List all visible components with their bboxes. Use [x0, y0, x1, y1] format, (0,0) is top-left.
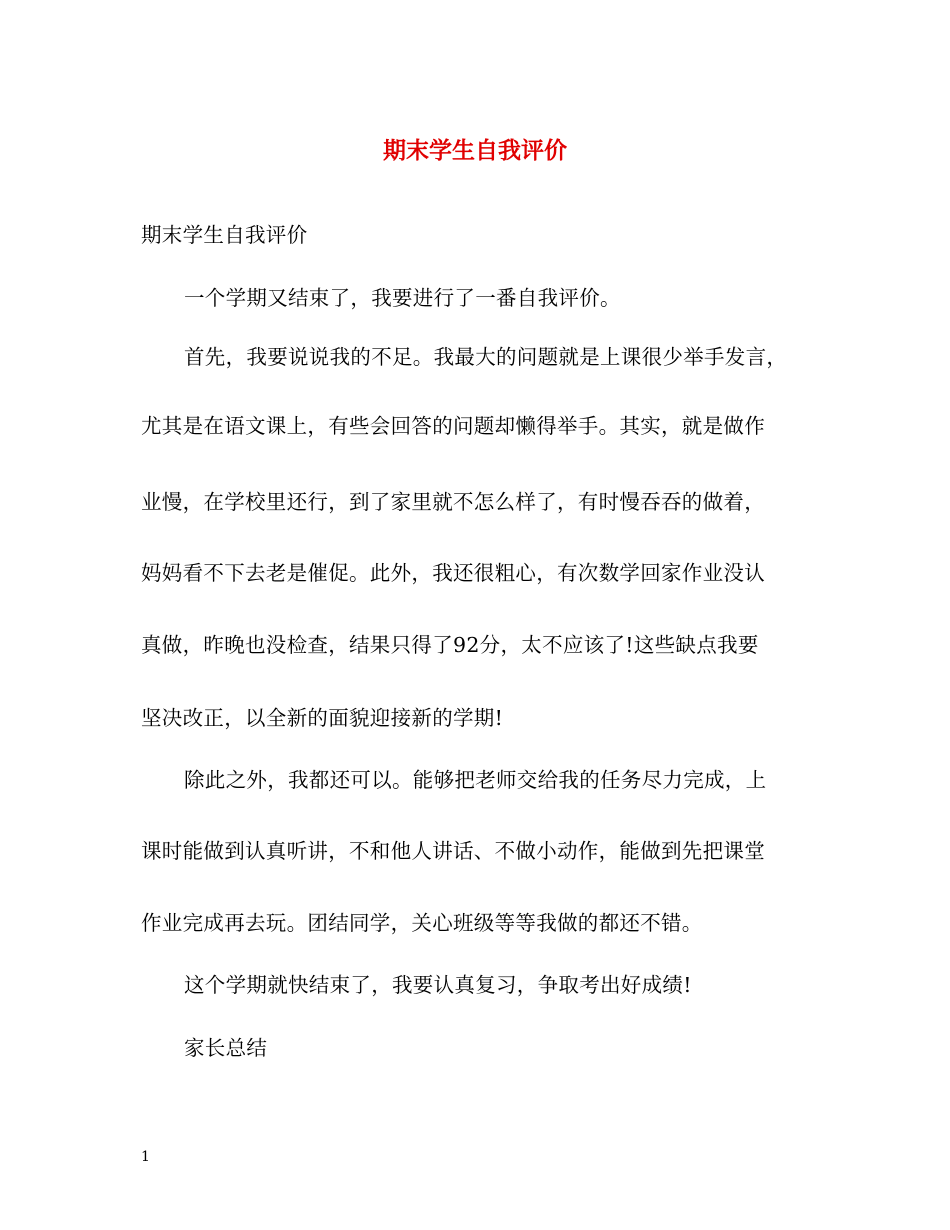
text-line: 尤其是在语文课上，有些会回答的问题却懒得举手。其实，就是做作 — [141, 414, 765, 438]
text-line: 坚决改正，以全新的面貌迎接新的学期! — [141, 706, 504, 730]
text-line: 作业完成再去玩。团结同学，关心班级等等我做的都还不错。 — [141, 911, 703, 935]
text-line: 课时能做到认真听讲，不和他人讲话、不做小动作，能做到先把课堂 — [141, 839, 765, 863]
text-line: 妈妈看不下去老是催促。此外，我还很粗心，有次数学回家作业没认 — [141, 561, 765, 585]
document-title: 期末学生自我评价 — [383, 137, 567, 164]
text-line: 除此之外，我都还可以。能够把老师交给我的任务尽力完成，上 — [184, 768, 767, 792]
text-line: 这个学期就快结束了，我要认真复习，争取考出好成绩! — [184, 973, 692, 997]
text-line: 首先，我要说说我的不足。我最大的问题就是上课很少举手发言， — [184, 345, 788, 369]
text-line-heading: 期末学生自我评价 — [141, 223, 308, 247]
text-line: 家长总结 — [184, 1036, 268, 1060]
text-line: 真做，昨晚也没检查，结果只得了92分，太不应该了!这些缺点我要 — [141, 633, 759, 657]
page-number: 1 — [141, 1149, 150, 1165]
text-line: 一个学期又结束了，我要进行了一番自我评价。 — [184, 286, 621, 310]
text-line: 业慢，在学校里还行，到了家里就不怎么样了，有时慢吞吞的做着， — [141, 490, 765, 514]
